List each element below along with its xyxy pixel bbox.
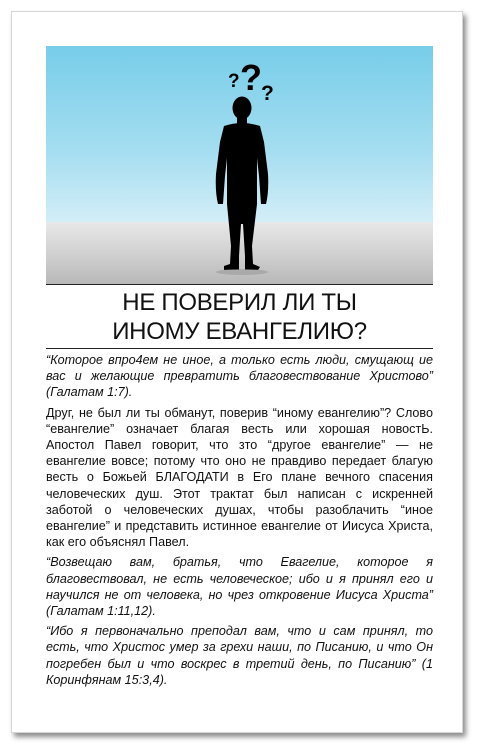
- title-bottom-rule: [46, 348, 433, 349]
- scripture-quote-corinthians-15-3: “Ибо я первоначально преподал вам, что и сам принял, то есть, что Христос умер за грехи наши, по Писанию, и что Он погребен был и что воскрес в третий день, по Писанию” (1 Коринфянам 15:3,4).: [46, 624, 433, 687]
- question-mark-medium: ?: [261, 82, 274, 105]
- scripture-quote-galatians-1-7: “Которое впро4ем не иное, а только есть люди, смущающ ие вас и желающие превратить благовествование Христово” (Галатам 1:7).: [46, 353, 433, 400]
- question-mark-small: ?: [228, 71, 240, 92]
- person-silhouette: [216, 97, 269, 271]
- title-top-rule: [46, 284, 433, 285]
- tract-page: [11, 11, 463, 733]
- page-title: [46, 288, 433, 346]
- cover-illustration: [46, 46, 433, 284]
- silhouette-illustration: [46, 46, 433, 284]
- title-line-1: НЕ ПОВЕРИЛ ЛИ ТЫ: [122, 289, 357, 316]
- body-paragraph: Друг, не был ли ты обманут, поверив “иному евангелию”? Слово “евангелие” означает благая весть или хорошая новостЬ. Апостол Павел говорит, что зто “другое евангелие” — не евангелие вовсе; потому что оно не правдиво передает благую весть о Божьей БЛАГОДАТИ в Его плане вечного спасения человеческих душ. Этот трактат был написан с искренней заботой о человеческих душах, чтобы разоблачить “иное евангелие” и представить истинное евангелие от Иисуса Христа, как его объяснял Павел.: [46, 405, 433, 550]
- tract-body: [46, 352, 433, 692]
- question-mark-large: ?: [240, 57, 262, 98]
- scripture-quote-galatians-1-11: “Возвещаю вам, братья, что Евагелие, которое я благовествовал, не есть человеческое; ибо и я принял его и научился не от человека, но чрез откровение Иисуса Христа” (Галатам 1:11,12).: [46, 555, 433, 619]
- title-line-2: ИНОМУ ЕВАНГЕЛИЮ?: [112, 318, 367, 345]
